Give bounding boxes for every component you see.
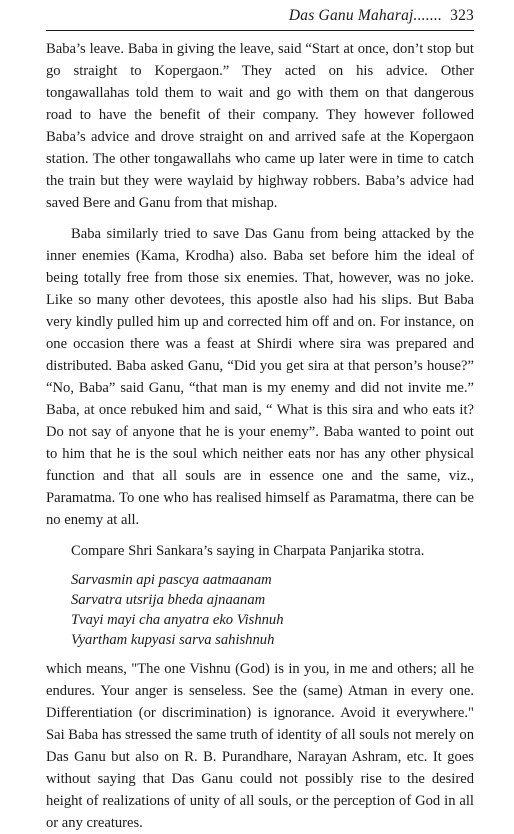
paragraph: Compare Shri Sankara’s saying in Charpata Panjarika stotra. (71, 543, 425, 559)
paragraph: which means, "The one Vishnu (God) is in you, in me and others; all he endures. Your anger is senseless. See the (same) Atman in every one. Differentiation (or discrimination) is ignorance. Avoid it everywhere." Sai Baba has stressed the same truth of identity of all souls not merely on Das Ganu but also on R. B. Purandhare, Narayan Ashram, etc. It goes without saying that Das Ganu could not possibly rise to the desired height of realizations of unity of all souls, or the perception of God in all or any creatures. (46, 661, 475, 831)
verse-line: Sarvasmin api pascya aatmaanam (71, 572, 272, 588)
verse-line: Sarvatra utsrija bheda ajnaanam (71, 592, 266, 608)
page-number: 323 (450, 7, 474, 24)
header-rule (46, 30, 474, 31)
paragraph: Baba’s leave. Baba in giving the leave, said “Start at once, don’t stop but go straight to Kopergaon.” They acted on his advice. Other tongawallahas told them to wait and go with them on that dangerous road to have the benefit of their company. They however followed Baba’s advice and drove straight on and arrived safe at the Kopergaon station. The other tongawallahs who came up later were in time to catch the train but they were waylaid by highway robbers. Baba’s advice had saved Bere and Ganu from that mishap. (46, 41, 474, 211)
page-body (46, 38, 474, 834)
chapter-title: Das Ganu Maharaj....... (288, 7, 443, 24)
running-header (46, 6, 474, 26)
verse-line: Tvayi mayi cha anyatra eko Vishnuh (71, 612, 284, 628)
verse-line: Vyartham kupyasi sarva sahishnuh (71, 632, 275, 648)
verse-block (71, 570, 474, 650)
paragraph: Baba similarly tried to save Das Ganu from being attacked by the inner enemies (Kama, Krodha) also. Baba set before him the ideal of being totally free from those six enemies. That, however, was no joke. Like so many other devotees, this apostle also had his slips. But Baba very kindly pulled him up and corrected him off and on. For instance, on one occasion there was a feast at Shirdi where sira was prepared and distributed. Baba asked Ganu, “Did you get sira at that person’s house?” “No, Baba” said Ganu, “that man is my enemy and did not invite me.” Baba, at once rebuked him and said, “ What is this sira and who eats it? Do not say of anyone that he is your enemy”. Baba wanted to point out to him that he is the soul which neither eats nor has any other physical function and that all souls are in essence one and the same, viz., Paramatma. To one who has realised himself as Paramatma, there can be no enemy at all. (46, 226, 474, 528)
